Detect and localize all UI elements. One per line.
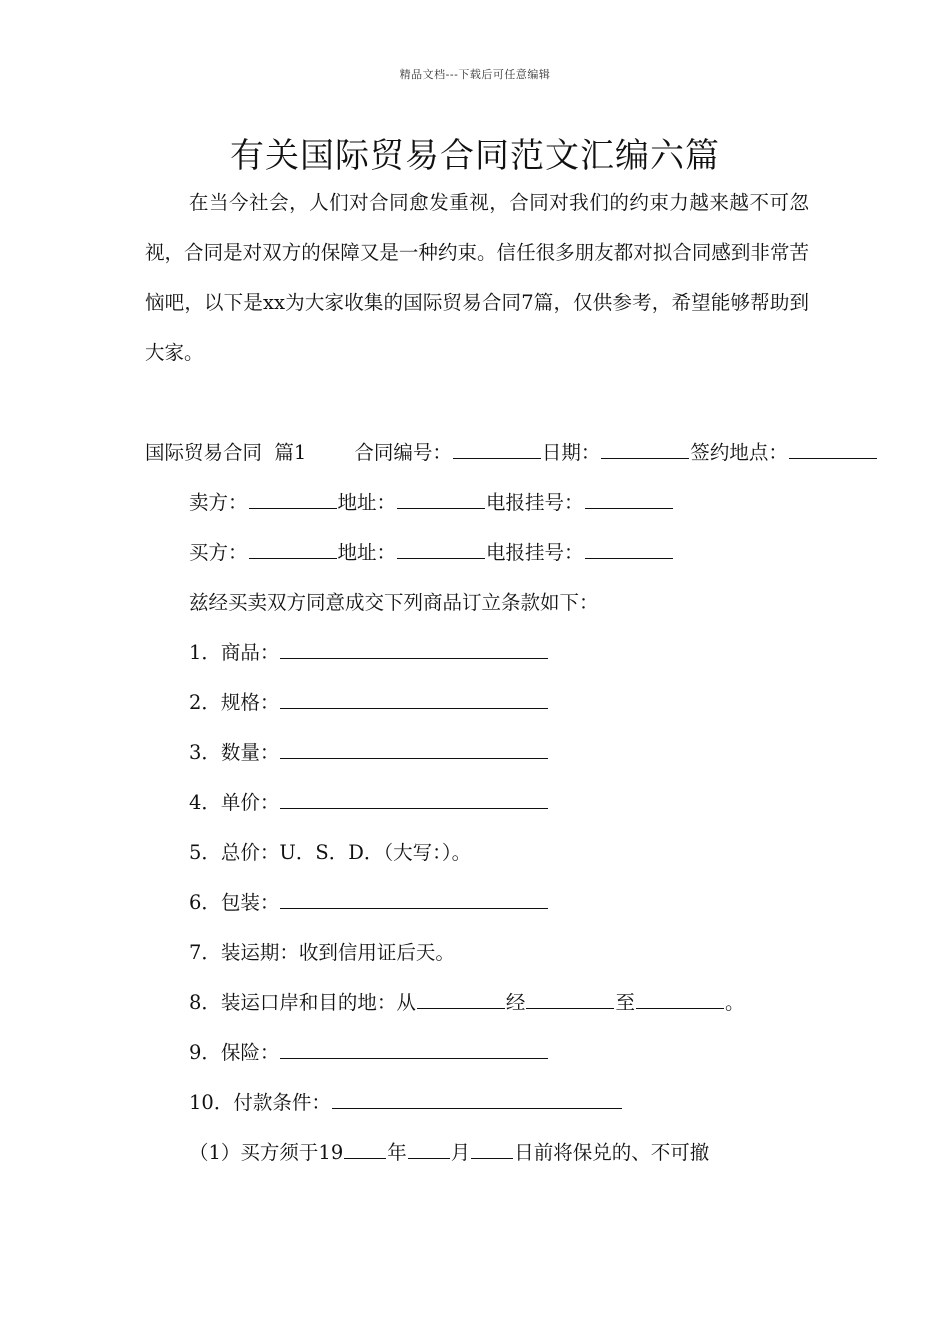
item-goods-label: 1．商品： xyxy=(189,641,280,664)
seller-telegraph-label: 电报挂号： xyxy=(486,491,584,514)
item-goods xyxy=(145,628,809,678)
item-quantity-blank xyxy=(280,739,548,759)
buyer-telegraph-blank xyxy=(585,539,673,559)
agreement-line: 兹经买卖双方同意成交下列商品订立条款如下： xyxy=(189,591,599,614)
seller-line xyxy=(145,478,809,528)
seller-address-label: 地址： xyxy=(337,491,397,514)
contract-number-label: 合同编号： xyxy=(354,441,452,464)
payment-month-label: 月 xyxy=(450,1141,471,1164)
item-total-price: 5．总价：U．S．D．（大写：）。 xyxy=(189,841,472,864)
port-from-blank xyxy=(417,989,505,1009)
seller-blank xyxy=(249,489,337,509)
item-shipment: 7．装运期：收到信用证后天。 xyxy=(189,941,455,964)
buyer-line xyxy=(145,528,809,578)
port-to-label: 至 xyxy=(615,991,635,1014)
document-title: 有关国际贸易合同范文汇编六篇 xyxy=(230,136,720,176)
item-spec-blank xyxy=(280,689,548,709)
item-quantity xyxy=(145,728,809,778)
seller-telegraph-blank xyxy=(585,489,673,509)
item-insurance-label: 9．保险： xyxy=(189,1041,280,1064)
buyer-telegraph-label: 电报挂号： xyxy=(486,541,584,564)
buyer-blank xyxy=(249,539,337,559)
port-via-label: 经 xyxy=(505,991,526,1014)
header-note: 精品文档---下载后可任意编辑 xyxy=(399,68,551,81)
item-packing-label: 6．包装： xyxy=(189,891,280,914)
item-unit-price xyxy=(145,778,809,828)
port-end: 。 xyxy=(724,991,745,1014)
payment-year-blank xyxy=(344,1139,386,1159)
item-insurance xyxy=(145,1028,809,1078)
place-label: 签约地点： xyxy=(690,441,788,464)
item-spec xyxy=(145,678,809,728)
date-blank xyxy=(601,439,689,459)
port-to-blank xyxy=(636,989,724,1009)
spacer xyxy=(145,378,809,428)
contract-number-blank xyxy=(453,439,541,459)
item-goods-blank xyxy=(280,639,548,659)
buyer-address-blank xyxy=(397,539,485,559)
seller-label: 卖方： xyxy=(189,491,248,514)
place-blank xyxy=(789,439,877,459)
item-insurance-blank xyxy=(280,1039,548,1059)
payment-clause-prefix: （1）买方须于19 xyxy=(189,1141,344,1164)
payment-clause-suffix: 日前将保兑的、不可撤 xyxy=(514,1141,710,1164)
item-unit-price-blank xyxy=(280,789,548,809)
contract-heading: 国际贸易合同 篇1 xyxy=(145,441,307,464)
item-packing xyxy=(145,878,809,928)
item-payment-blank xyxy=(332,1089,622,1109)
intro-paragraph: 在当今社会，人们对合同愈发重视，合同对我们的约束力越来越不可忽视，合同是对双方的保障又是一种约束。信任很多朋友都对拟合同感到非常苦恼吧，以下是xx为大家收集的国际贸易合同7篇，仅供参考，希望能够帮助到大家。 xyxy=(145,191,809,364)
payment-clause-1 xyxy=(145,1128,809,1178)
contract-header-line xyxy=(145,428,809,478)
payment-month-blank xyxy=(408,1139,450,1159)
item-port-label: 8．装运口岸和目的地：从 xyxy=(189,991,416,1014)
document-body xyxy=(145,178,809,1178)
port-via-blank xyxy=(526,989,614,1009)
buyer-label: 买方： xyxy=(189,541,248,564)
date-label: 日期： xyxy=(541,441,601,464)
item-packing-blank xyxy=(280,889,548,909)
item-spec-label: 2．规格： xyxy=(189,691,280,714)
item-unit-price-label: 4．单价： xyxy=(189,791,280,814)
item-payment xyxy=(145,1078,809,1128)
payment-day-blank xyxy=(471,1139,513,1159)
seller-address-blank xyxy=(397,489,485,509)
buyer-address-label: 地址： xyxy=(337,541,397,564)
item-quantity-label: 3．数量： xyxy=(189,741,280,764)
item-port xyxy=(145,978,809,1028)
payment-year-label: 年 xyxy=(387,1141,407,1164)
item-payment-label: 10．付款条件： xyxy=(189,1091,331,1114)
